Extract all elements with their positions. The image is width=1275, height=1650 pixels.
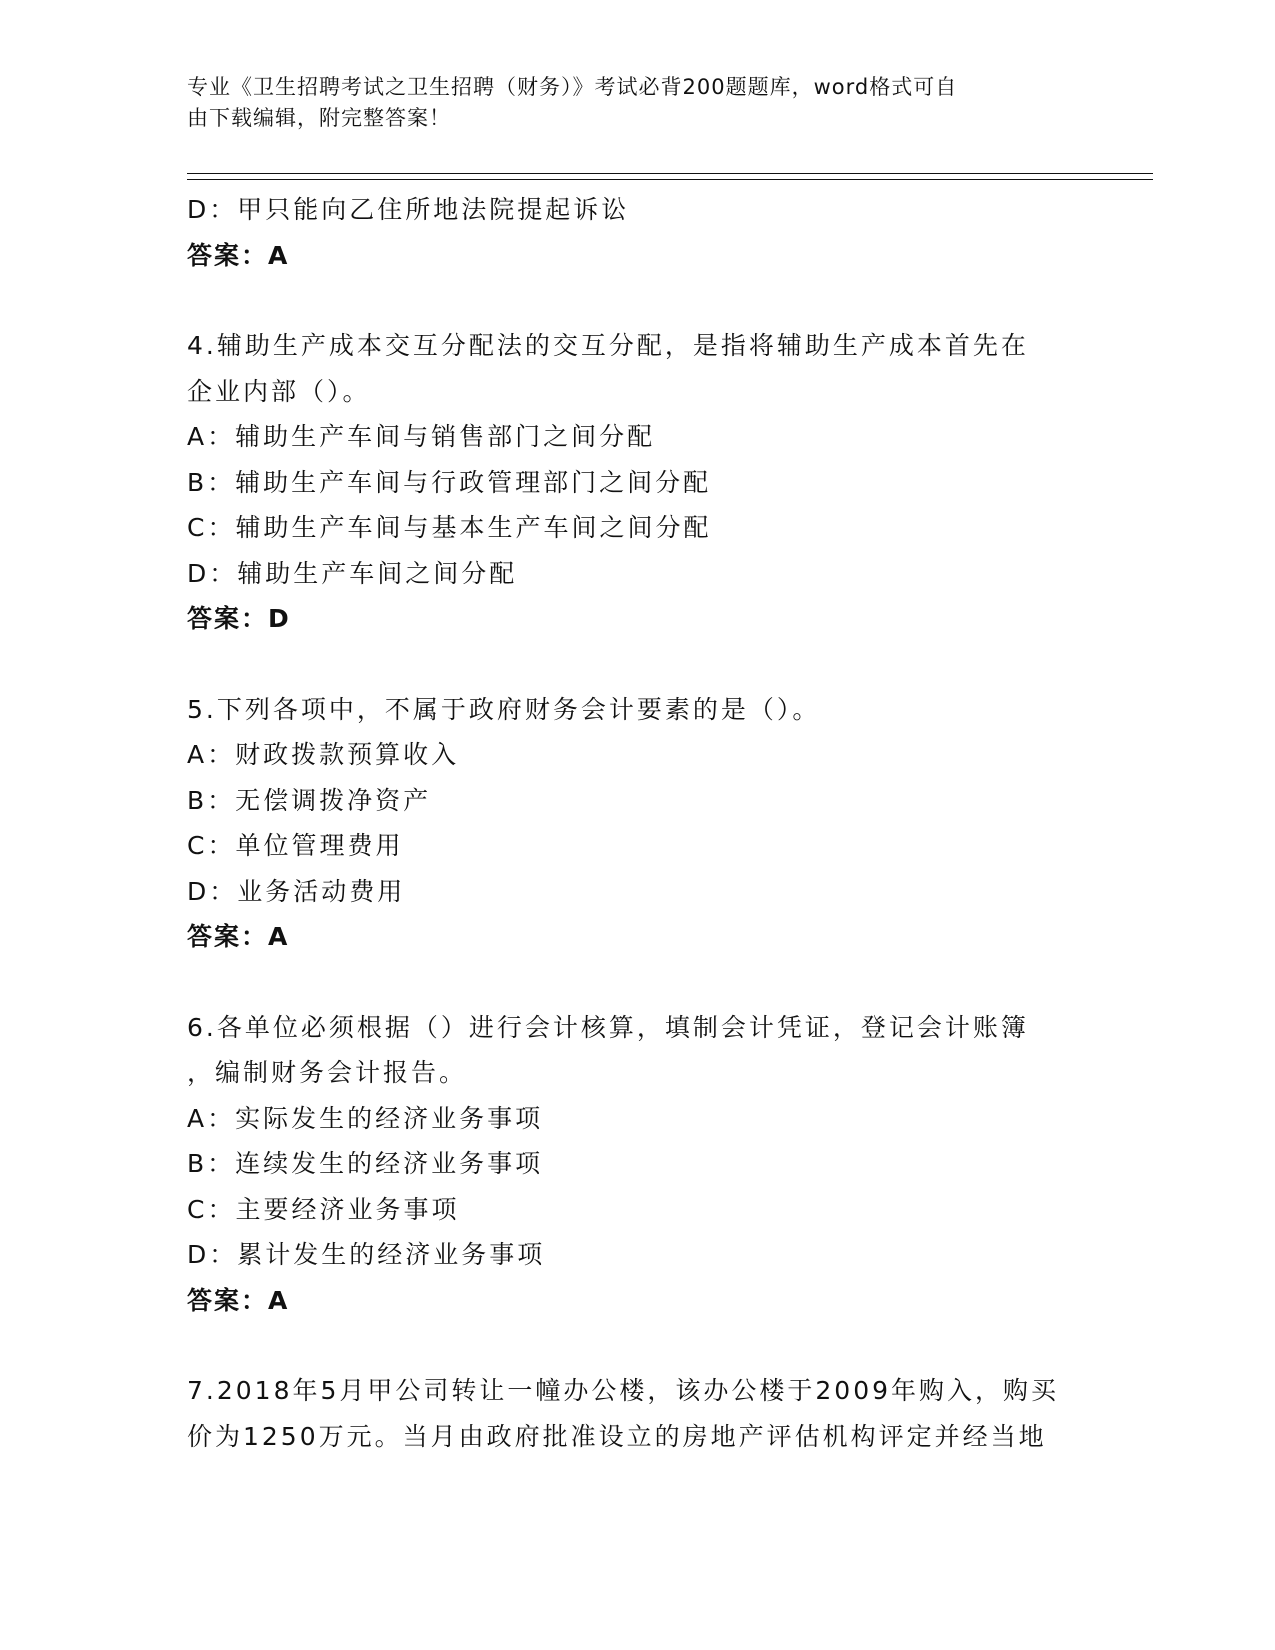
question-list [187,187,1087,1459]
question-6-option-c: C：主要经济业务事项 [187,1194,460,1224]
spacer [187,642,1087,687]
header-divider-bottom [187,179,1153,180]
question-4-option-c: C：辅助生产车间与基本生产车间之间分配 [187,513,712,542]
question-6-option-b: B：连续发生的经济业务事项 [187,1149,544,1178]
question-4-option-d: D：辅助生产车间之间分配 [187,558,518,588]
question-4-option-b: B：辅助生产车间与行政管理部门之间分配 [187,467,712,497]
question-6-stem-line-1: 6.各单位必须根据（）进行会计核算，填制会计凭证，登记会计账簿 [187,1012,1029,1042]
question-4-stem-line-2: 企业内部（）。 [187,376,371,406]
question-5-option-c: C：单位管理费用 [187,831,404,860]
question-6-option-d: D：累计发生的经济业务事项 [187,1240,546,1269]
question-6-stem-line-2: ，编制财务会计报告。 [187,1058,468,1087]
question-7 [187,1368,1087,1459]
question-5-option-d: D：业务活动费用 [187,876,406,906]
header-title-line-2: 由下载编辑，附完整答案！ [187,106,451,130]
prev-question-option-d: D：甲只能向乙住所地法院提起诉讼 [187,195,630,224]
spacer [187,1323,1087,1368]
question-7-stem-line-2: 价为1250万元。当月由政府批准设立的房地产评估机构评定并经当地 [187,1421,1047,1451]
prev-question-answer: 答案：A [187,240,290,270]
question-5-option-a: A：财政拨款预算收入 [187,740,460,769]
question-4-answer: 答案：D [187,604,291,633]
question-6 [187,1005,1087,1324]
spacer [187,960,1087,1005]
question-6-answer: 答案：A [187,1285,290,1315]
question-6-option-a: A：实际发生的经济业务事项 [187,1103,544,1133]
question-5-answer: 答案：A [187,922,290,951]
question-5 [187,687,1087,960]
question-4 [187,323,1087,642]
question-5-option-b: B：无偿调拨净资产 [187,785,432,815]
question-4-stem-line-1: 4.辅助生产成本交互分配法的交互分配，是指将辅助生产成本首先在 [187,331,1029,360]
header-title-line-1: 专业《卫生招聘考试之卫生招聘（财务）》考试必背200题题库，word格式可自 [187,75,958,99]
question-5-stem-line-1: 5.下列各项中，不属于政府财务会计要素的是（）。 [187,694,821,724]
question-7-stem-line-1: 7.2018年5月甲公司转让一幢办公楼，该办公楼于2009年购入，购买 [187,1376,1060,1405]
header-divider-top [187,173,1153,174]
document-header [187,72,1087,134]
spacer [187,278,1087,323]
question-4-option-a: A：辅助生产车间与销售部门之间分配 [187,422,656,451]
